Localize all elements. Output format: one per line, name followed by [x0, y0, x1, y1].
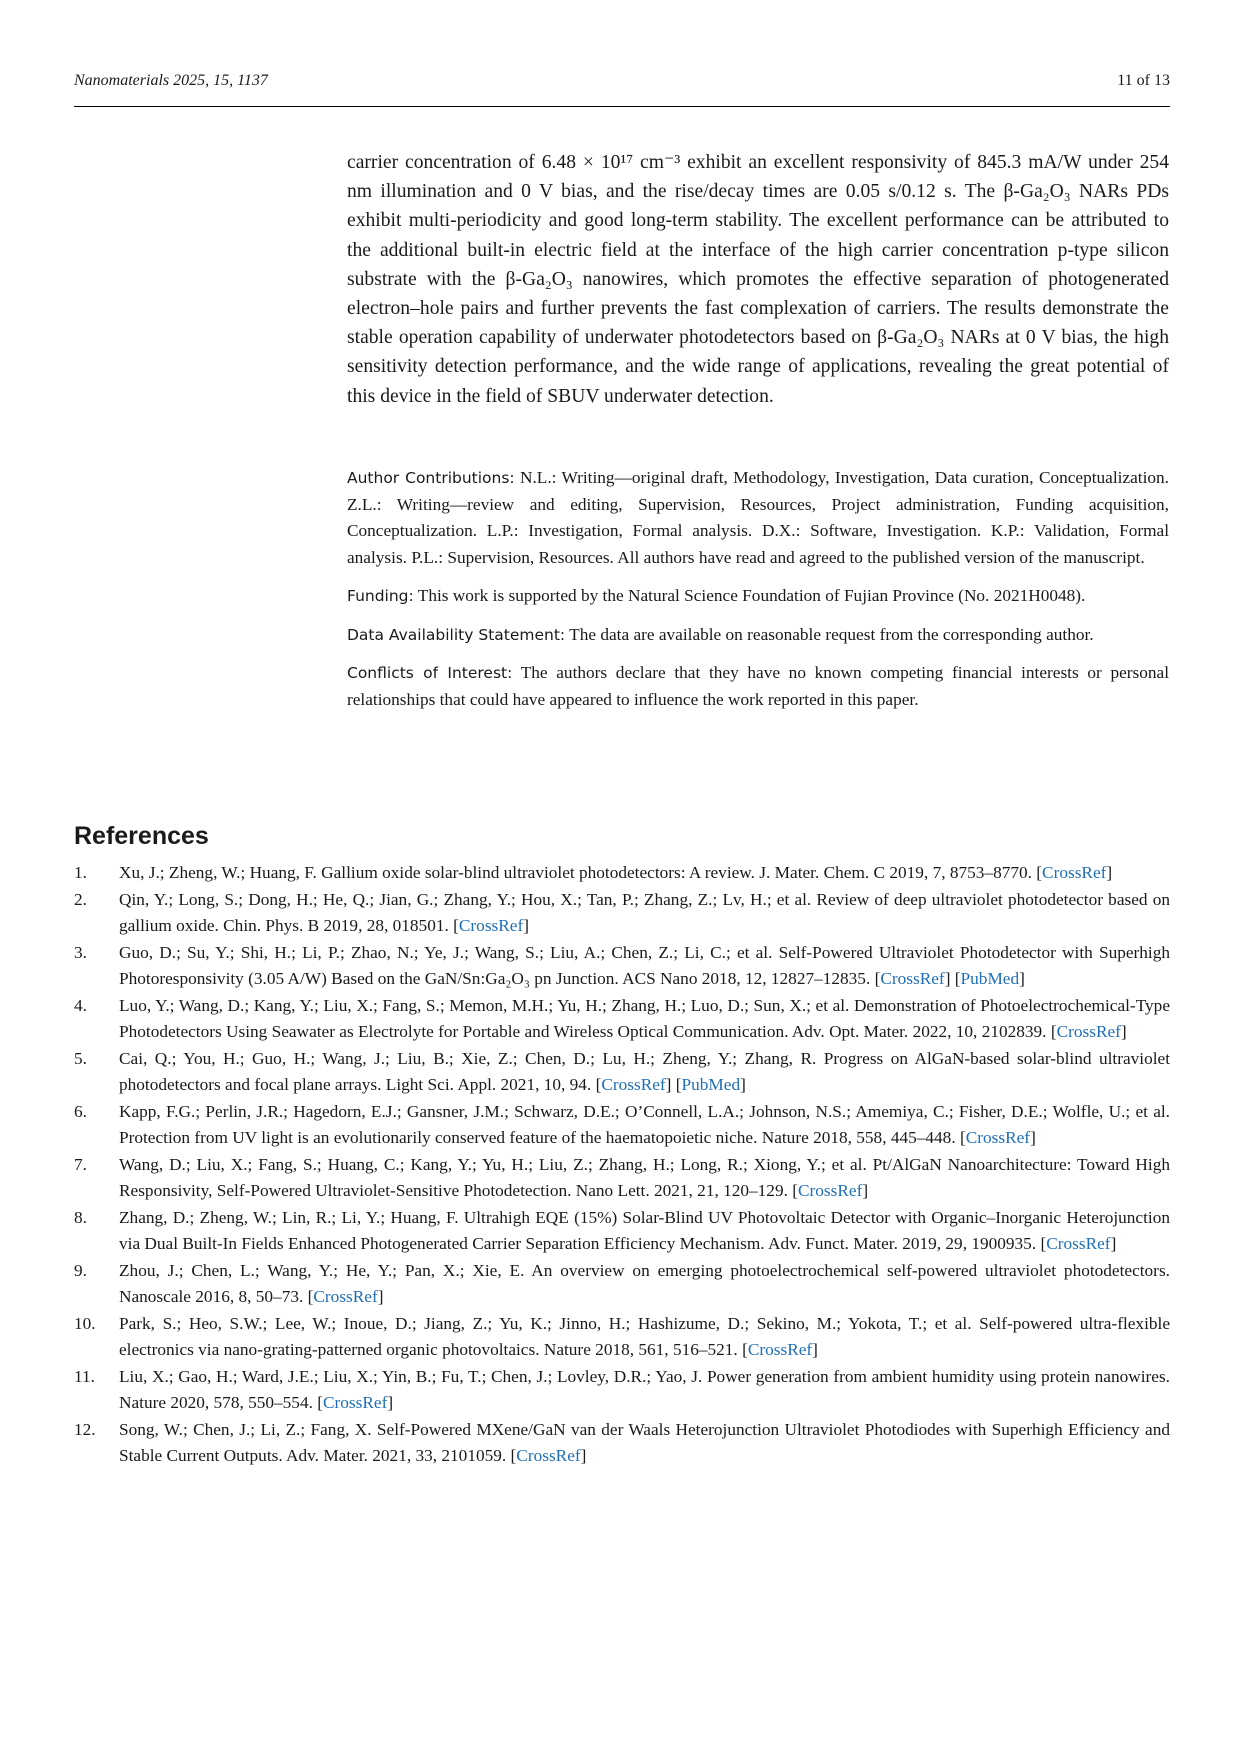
header-rule [74, 106, 1170, 107]
reference-item [74, 860, 1170, 887]
reference-item [74, 1152, 1170, 1205]
crossref-link[interactable]: CrossRef [313, 1287, 378, 1306]
reference-text: Kapp, F.G.; Perlin, J.R.; Hagedorn, E.J.; Gansner, J.M.; Schwarz, D.E.; O’Connell, L.A.; Johnson, N.S.; Amemiya, C.; Fisher, D.E.; Wolfle, U.; et al. Protection from UV light is an evolutionarily conserved feature of the haematopoietic niche. Nature 2018, 558, 445–448. [CrossRef] [119, 1101, 1170, 1147]
pubmed-link[interactable]: PubMed [960, 969, 1020, 988]
reference-number: 1. [74, 863, 87, 882]
references-list [74, 860, 1170, 1470]
conflicts-label: Conflicts of Interest: [347, 664, 513, 682]
reference-item [74, 887, 1170, 940]
reference-item [74, 1258, 1170, 1311]
reference-number: 6. [74, 1101, 87, 1121]
reference-item [74, 1364, 1170, 1417]
reference-text: Cai, Q.; You, H.; Guo, H.; Wang, J.; Liu, B.; Xie, Z.; Chen, D.; Lu, H.; Zheng, Y.; Zhang, R. Progress on AlGaN-based solar-blind ultraviolet photodetectors and focal plane arrays. Light Sci. Appl. 2021, 10, 94. [CrossRef] [PubMed] [119, 1048, 1170, 1094]
reference-text: Zhou, J.; Chen, L.; Wang, Y.; He, Y.; Pan, X.; Xie, E. An overview on emerging photoelectrochemical self-powered ultraviolet photodetectors. Nanoscale 2016, 8, 50–73. [CrossRef] [119, 1260, 1170, 1306]
reference-item [74, 1205, 1170, 1258]
crossref-link[interactable]: CrossRef [798, 1181, 863, 1200]
conflicts-text: The authors declare that they have no known competing financial interests or personal relationships that could have appeared to influence the work reported in this paper. [347, 663, 1169, 709]
reference-number: 12. [74, 1419, 96, 1439]
reference-number: 9. [74, 1260, 87, 1280]
page-number: 11 of 13 [1117, 72, 1170, 89]
author-contributions [347, 465, 1169, 571]
reference-item [74, 940, 1170, 993]
funding [347, 583, 1169, 610]
reference-text: Guo, D.; Su, Y.; Shi, H.; Li, P.; Zhao, N.; Ye, J.; Wang, S.; Liu, A.; Chen, Z.; Li, C.; et al. Self-Powered Ultraviolet Photodetector with Superhigh Photoresponsivity (3.05 A/W) Based on the GaN/Sn:Ga₂O₃ pn Junction. ACS Nano 2018, 12, 12827–12835. [CrossRef] [PubMed] [119, 942, 1170, 988]
reference-text: Liu, X.; Gao, H.; Ward, J.E.; Liu, X.; Yin, B.; Fu, T.; Chen, J.; Lovley, D.R.; Yao, J. Power generation from ambient humidity using protein nanowires. Nature 2020, 578, 550–554. [CrossRef] [119, 1366, 1170, 1412]
reference-number: 7. [74, 1154, 87, 1174]
crossref-link[interactable]: CrossRef [516, 1446, 581, 1465]
crossref-link[interactable]: CrossRef [1056, 1022, 1121, 1041]
data-availability-label: Data Availability Statement: [347, 625, 566, 644]
funding-label: Funding: [347, 587, 414, 605]
reference-number: 10. [74, 1313, 96, 1333]
references-heading: References [74, 822, 209, 850]
reference-number: 4. [74, 995, 87, 1015]
crossref-link[interactable]: CrossRef [1046, 1234, 1111, 1253]
funding-text: This work is supported by the Natural Science Foundation of Fujian Province (No. 2021H0048). [413, 586, 1086, 605]
journal-citation: Nanomaterials 2025, 15, 1137 [74, 72, 268, 89]
data-availability [347, 622, 1169, 649]
reference-number: 11. [74, 1366, 95, 1386]
body-paragraph: carrier concentration of 6.48 × 10¹⁷ cm⁻³ exhibit an excellent responsivity of 845.3 mA/W under 254 nm illumination and 0 V bias, and the rise/decay times are 0.05 s/0.12 s. The β-Ga₂O₃ NARs PDs exhibit multi-periodicity and good long-term stability. The excellent performance can be attributed to the additional built-in electric field at the interface of the high carrier concentration p-type silicon substrate with the β-Ga₂O₃ nanowires, which promotes the effective separation of photogenerated electron–hole pairs and further prevents the fast complexation of carriers. The results demonstrate the stable operation capability of underwater photodetectors based on β-Ga₂O₃ NARs at 0 V bias, the high sensitivity detection performance, and the wide range of applications, revealing the great potential of this device in the field of SBUV underwater detection. [347, 152, 1169, 407]
crossref-link[interactable]: CrossRef [601, 1075, 666, 1094]
page-header [74, 72, 1170, 102]
reference-item [74, 993, 1170, 1046]
reference-text: Song, W.; Chen, J.; Li, Z.; Fang, X. Self-Powered MXene/GaN van der Waals Heterojunction Ultraviolet Photodiodes with Superhigh Efficiency and Stable Current Outputs. Adv. Mater. 2021, 33, 2101059. [CrossRef] [119, 1419, 1170, 1465]
reference-text: Wang, D.; Liu, X.; Fang, S.; Huang, C.; Kang, Y.; Yu, H.; Liu, Z.; Zhang, H.; Long, R.; Xiong, Y.; et al. Pt/AlGaN Nanoarchitecture: Toward High Responsivity, Self-Powered Ultraviolet-Sensitive Photodetection. Nano Lett. 2021, 21, 120–129. [CrossRef] [119, 1154, 1170, 1200]
crossref-link[interactable]: CrossRef [965, 1128, 1031, 1147]
reference-number: 8. [74, 1207, 87, 1227]
reference-text: Park, S.; Heo, S.W.; Lee, W.; Inoue, D.; Jiang, Z.; Yu, K.; Jinno, H.; Hashizume, D.; Sekino, M.; Yokota, T.; et al. Self-powered ultra-flexible electronics via nano-grating-patterned organic photovoltaics. Nature 2018, 561, 516–521. [CrossRef] [119, 1313, 1170, 1359]
crossref-link[interactable]: CrossRef [458, 916, 524, 935]
reference-item [74, 1099, 1170, 1152]
crossref-link[interactable]: CrossRef [323, 1393, 388, 1412]
data-availability-text: The data are available on reasonable request from the corresponding author. [565, 624, 1094, 644]
crossref-link[interactable]: CrossRef [880, 969, 945, 988]
reference-text: Luo, Y.; Wang, D.; Kang, Y.; Liu, X.; Fang, S.; Memon, M.H.; Yu, H.; Zhang, H.; Luo, D.; Sun, X.; et al. Demonstration of Photoelectrochemical-Type Photodetectors Using Seawater as Electrolyte for Portable and Wireless Optical Communication. Adv. Opt. Mater. 2022, 10, 2102839. [CrossRef] [119, 995, 1170, 1041]
reference-number: 5. [74, 1048, 87, 1068]
reference-number: 3. [74, 942, 87, 962]
reference-text: Zhang, D.; Zheng, W.; Lin, R.; Li, Y.; Huang, F. Ultrahigh EQE (15%) Solar-Blind UV Photovoltaic Detector with Organic–Inorganic Heterojunction via Dual Built-In Fields Enhanced Photogenerated Carrier Separation Efficiency Mechanism. Adv. Funct. Mater. 2019, 29, 1900935. [CrossRef] [119, 1207, 1170, 1253]
reference-text: Xu, J.; Zheng, W.; Huang, F. Gallium oxide solar-blind ultraviolet photodetectors: A review. J. Mater. Chem. C 2019, 7, 8753–8770. [CrossRef] [119, 863, 1113, 882]
reference-item [74, 1417, 1170, 1470]
crossref-link[interactable]: CrossRef [1042, 863, 1107, 882]
author-contributions-text: N.L.: Writing—original draft, Methodology, Investigation, Data curation, Conceptualization. Z.L.: Writing—review and editing, Supervision, Resources, Project administration, Funding acquisition, Conceptualization. L.P.: Investigation, Formal analysis. D.X.: Software, Investigation. K.P.: Validation, Formal analysis. P.L.: Supervision, Resources. All authors have read and agreed to the published version of the manuscript. [347, 468, 1169, 567]
reference-number: 2. [74, 889, 87, 909]
crossref-link[interactable]: CrossRef [747, 1340, 813, 1359]
pubmed-link[interactable]: PubMed [681, 1075, 741, 1094]
backmatter [347, 465, 1169, 725]
reference-item [74, 1311, 1170, 1364]
author-contributions-label: Author Contributions: [347, 469, 515, 487]
reference-item [74, 1046, 1170, 1099]
conflicts-of-interest [347, 660, 1169, 713]
reference-text: Qin, Y.; Long, S.; Dong, H.; He, Q.; Jian, G.; Zhang, Y.; Hou, X.; Tan, P.; Zhang, Z.; Lv, H.; et al. Review of deep ultraviolet photodetector based on gallium oxide. Chin. Phys. B 2019, 28, 018501. [CrossRef] [119, 889, 1170, 935]
